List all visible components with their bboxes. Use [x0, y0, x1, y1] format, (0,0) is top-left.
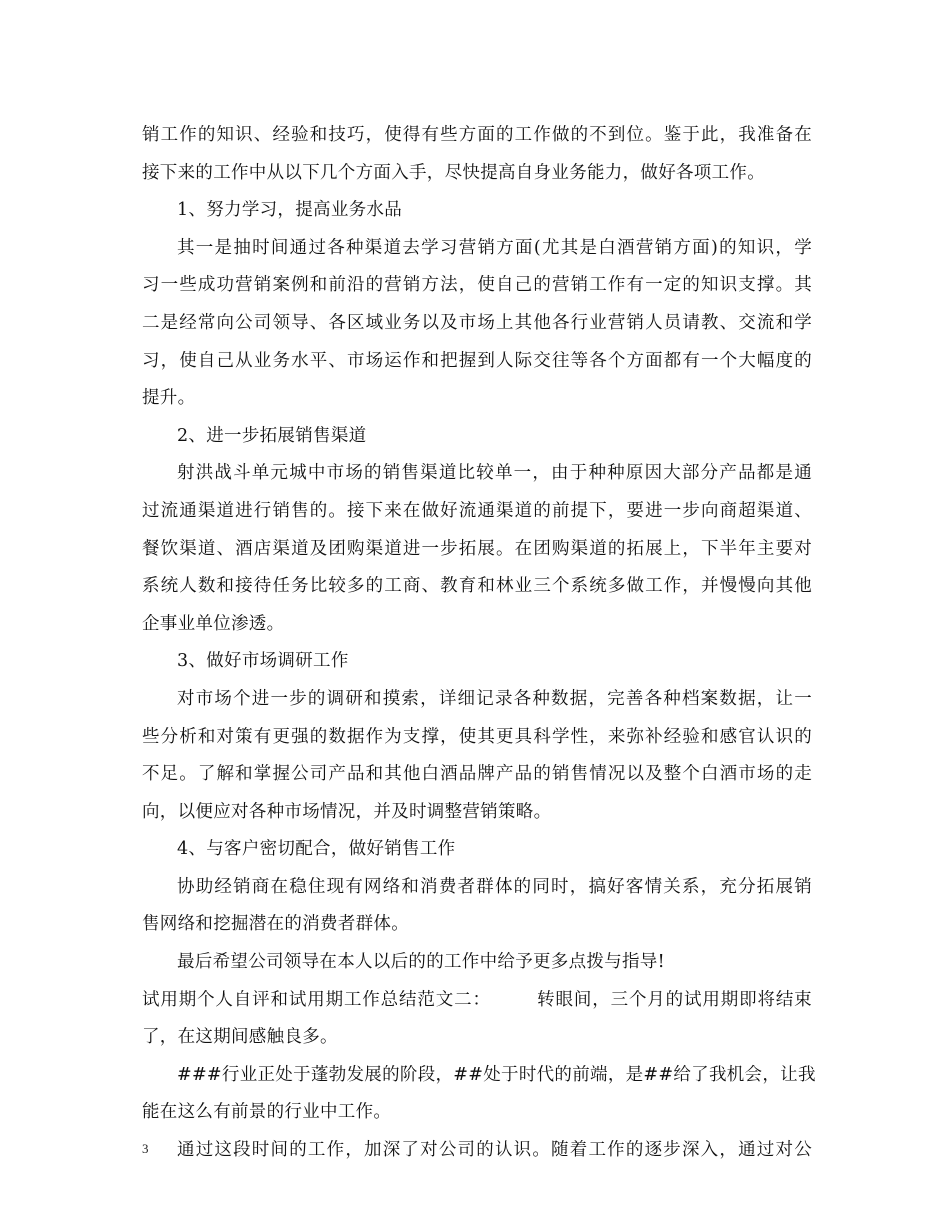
- section-heading-line: 1、努力学习，提高业务水品: [177, 200, 403, 221]
- body-text-line: 协助经销商在稳住现有网络和消费者群体的同时，搞好客情关系，充分拓展销: [177, 876, 812, 897]
- body-text-line: ###行业正处于蓬勃发展的阶段，##处于时代的前端，是##给了我机会，让我: [177, 1064, 816, 1085]
- body-text-line: 接下来的工作中从以下几个方面入手，尽快提高自身业务能力，做好各项工作。: [142, 162, 765, 183]
- body-text-line: 向，以便应对各种市场情况，并及时调整营销策略。: [142, 801, 552, 822]
- page-number: 3: [142, 1141, 149, 1156]
- body-text-line: 售网络和挖掘潜在的消费者群体。: [142, 914, 409, 935]
- body-text-line: 通过这段时间的工作，加深了对公司的认识。随着工作的逐步深入，通过对公: [177, 1140, 812, 1161]
- section-heading-line: 3、做好市场调研工作: [177, 651, 349, 672]
- body-text-line: 不足。了解和掌握公司产品和其他白酒品牌产品的销售情况以及整个白酒市场的走: [142, 764, 812, 785]
- body-text-line: 提升。: [142, 388, 196, 409]
- body-text-line: 二是经常向公司领导、各区域业务以及市场上其他各行业营销人员请教、交流和学: [142, 312, 812, 333]
- body-text-line: 销工作的知识、经验和技巧，使得有些方面的工作做的不到位。鉴于此，我准备在: [142, 125, 812, 145]
- section-heading-line: 2、进一步拓展销售渠道: [177, 425, 367, 446]
- document-body: [142, 117, 816, 1170]
- body-text-line: 餐饮渠道、酒店渠道及团购渠道进一步拓展。在团购渠道的拓展上，下半年主要对: [142, 538, 812, 559]
- body-text-line: 其一是抽时间通过各种渠道去学习营销方面(尤其是白酒营销方面)的知识，学: [177, 237, 812, 258]
- body-text-line: 对市场个进一步的调研和摸索，详细记录各种数据，完善各种档案数据，让一: [177, 688, 812, 709]
- body-text-line: 企事业单位渗透。: [142, 613, 285, 634]
- body-text-line: 射洪战斗单元城中市场的销售渠道比较单一，由于种种原因大部分产品都是通: [177, 463, 812, 484]
- body-text-line: 能在这么有前景的行业中工作。: [142, 1102, 392, 1123]
- section-heading-line: 最后希望公司领导在本人以后的的工作中给予更多点拨与指导!: [177, 952, 665, 973]
- section-heading-line: 4、与客户密切配合，做好销售工作: [177, 839, 456, 860]
- body-text-line: 过流通渠道进行销售的。接下来在做好流通渠道的前提下，要进一步向商超渠道、: [142, 500, 812, 521]
- body-text-line: 系统人数和接待任务比较多的工商、教育和林业三个系统多做工作，并慢慢向其他: [142, 576, 812, 597]
- body-text-line: 了，在这期间感触良多。: [142, 1027, 338, 1048]
- body-text-line: 些分析和对策有更强的数据作为支撑，使其更具科学性，来弥补经验和感官认识的: [142, 726, 812, 747]
- body-text-line: 试用期个人自评和试用期工作总结范文二： 转眼间，三个月的试用期即将结束: [142, 989, 812, 1010]
- body-text-line: 习，使自己从业务水平、市场运作和把握到人际交往等各个方面都有一个大幅度的: [142, 350, 812, 371]
- body-text-line: 习一些成功营销案例和前沿的营销方法，使自己的营销工作有一定的知识支撑。其: [142, 275, 812, 296]
